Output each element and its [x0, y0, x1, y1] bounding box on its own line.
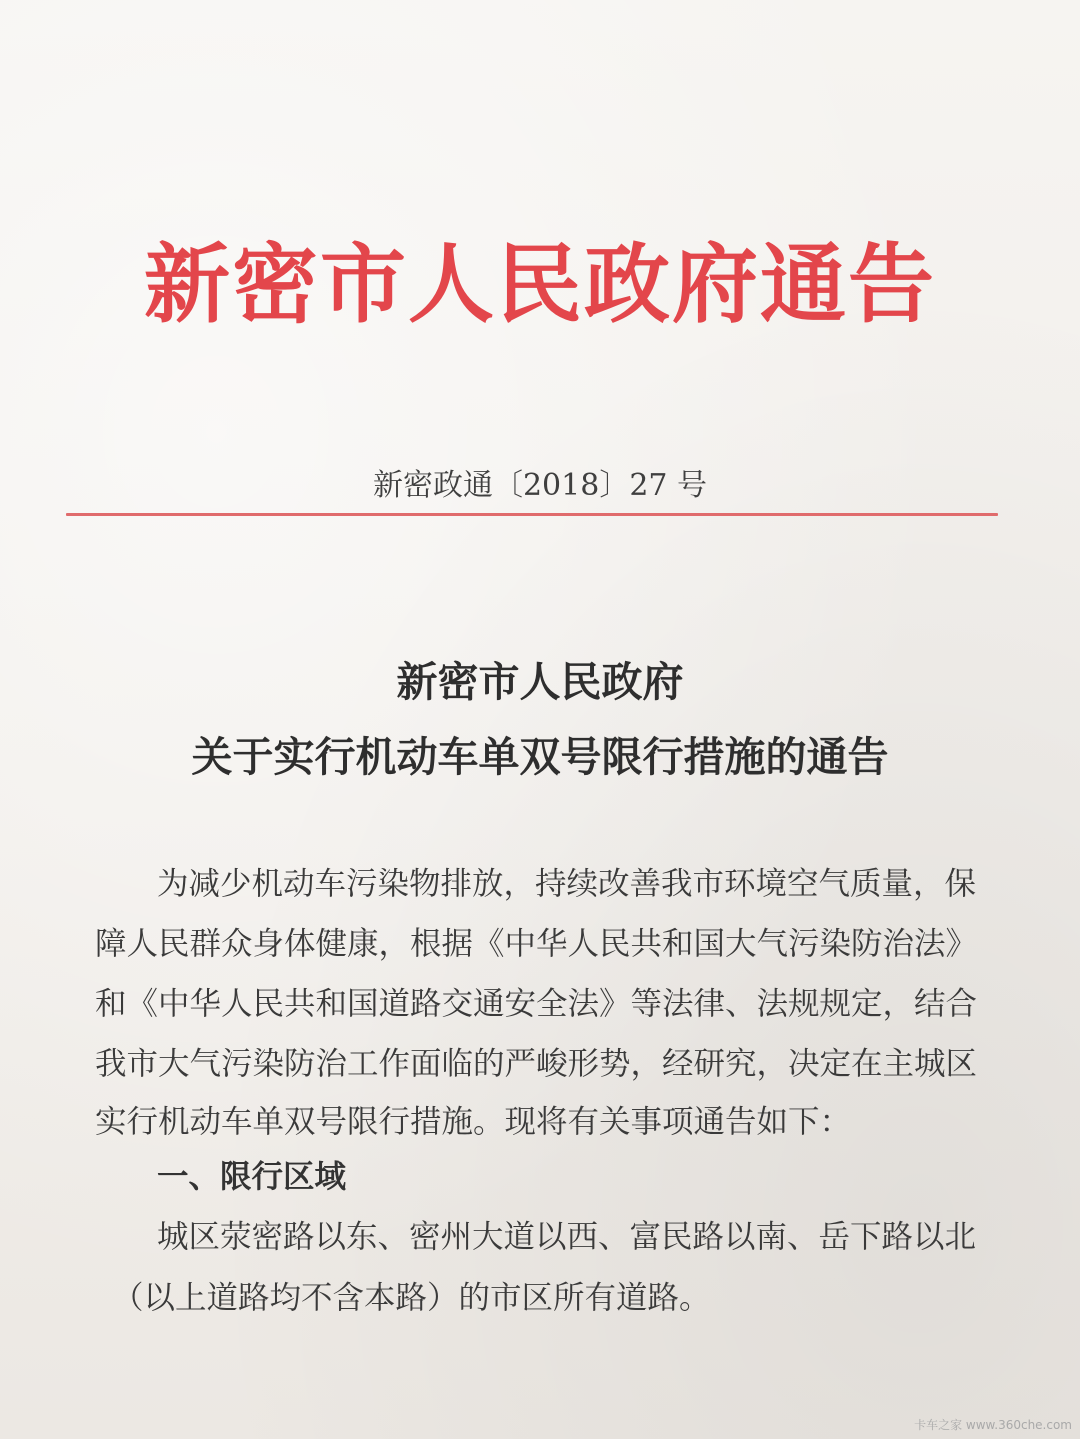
section-1-line-2: （以上道路均不含本路）的市区所有道路。	[112, 1280, 711, 1316]
body-paragraph-line-4: 我市大气污染防治工作面临的严峻形势，经研究，决定在主城区	[95, 1046, 978, 1082]
body-paragraph-line-1: 为减少机动车污染物排放，持续改善我市环境空气质量，保	[157, 866, 977, 902]
body-paragraph-line-2: 障人民群众身体健康，根据《中华人民共和国大气污染防治法》	[95, 926, 978, 962]
site-watermark: 卡车之家 www.360che.com	[914, 1418, 1072, 1432]
document-masthead: 新密市人民政府通告	[144, 234, 936, 335]
body-paragraph-line-3: 和《中华人民共和国道路交通安全法》等法律、法规规定，结合	[95, 986, 978, 1022]
notice-title-line-2: 关于实行机动车单双号限行措施的通告	[191, 733, 889, 781]
notice-title-line-1: 新密市人民政府	[396, 658, 684, 706]
section-1-heading: 一、限行区域	[157, 1159, 347, 1195]
body-paragraph-line-5: 实行机动车单双号限行措施。现将有关事项通告如下：	[95, 1104, 852, 1140]
red-separator-rule	[66, 513, 998, 516]
document-number: 新密政通〔2018〕27 号	[372, 468, 708, 503]
section-1-line-1: 城区荥密路以东、密州大道以西、富民路以南、岳下路以北	[157, 1219, 977, 1255]
